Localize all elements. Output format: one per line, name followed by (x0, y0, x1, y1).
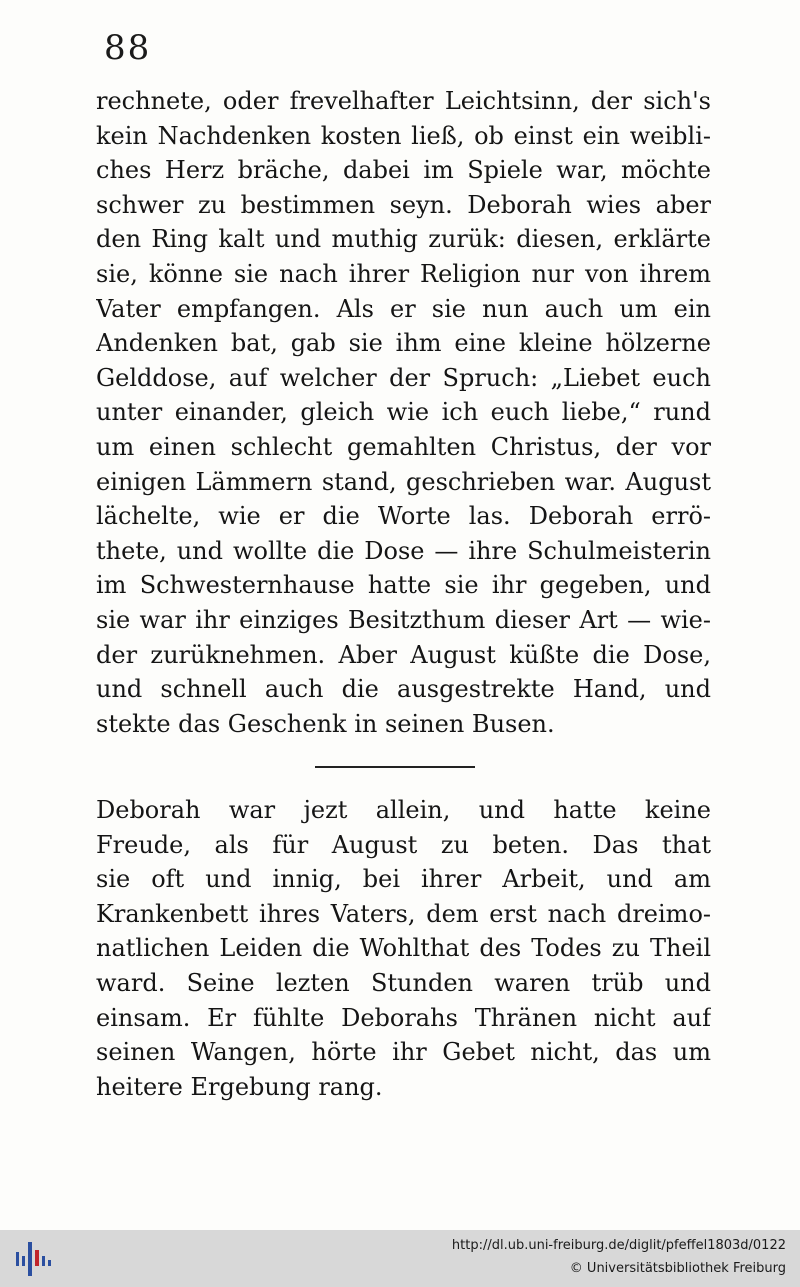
text-line: Gelddose, auf welcher der Spruch: „Liebet euch (96, 363, 711, 392)
paragraph-2 (96, 793, 711, 1104)
copyright-notice: © Universitätsbibliothek Freiburg (569, 1261, 786, 1276)
text-line: einsam. Er fühlte Deborahs Thränen nicht auf (96, 1003, 711, 1032)
text-line: Krankenbett ihres Vaters, dem erst nach dreimo- (96, 899, 711, 928)
paragraph-1 (96, 84, 711, 741)
text-line: Vater empfangen. Als er sie nun auch um ein (96, 294, 711, 323)
source-url-link[interactable]: http://dl.ub.uni-freiburg.de/diglit/pfeffel1803d/0122 (451, 1238, 786, 1253)
text-line: ward. Seine lezten Stunden waren trüb und (96, 968, 711, 997)
text-line: Deborah war jezt allein, und hatte keine (96, 796, 711, 824)
text-line: um einen schlecht gemahlten Christus, der vor (96, 432, 711, 461)
text-line: sie, könne sie nach ihrer Religion nur von ihrem (96, 259, 711, 288)
text-line: rechnete, oder frevelhafter Leichtsinn, der sich's (96, 87, 711, 115)
text-line: sie war ihr einziges Besitzthum dieser Art — wie- (96, 605, 711, 634)
text-line: im Schwesternhause hatte sie ihr gegeben, und (96, 571, 711, 600)
text-line: seinen Wangen, hörte ihr Gebet nicht, das um (96, 1038, 711, 1067)
text-line: Andenken bat, gab sie ihm eine kleine hölzerne (96, 329, 711, 358)
text-line: sie oft und innig, bei ihrer Arbeit, und am (96, 865, 711, 894)
text-line: den Ring kalt und muthig zurük: diesen, erklärte (96, 225, 711, 254)
text-line: ches Herz bräche, dabei im Spiele war, möchte (96, 156, 711, 185)
footer-bar (0, 1230, 800, 1287)
text-line: und schnell auch die ausgestrekte Hand, und (96, 675, 711, 704)
section-divider (315, 766, 475, 768)
ub-freiburg-logo-icon (14, 1238, 54, 1280)
text-line: Freude, als für August zu beten. Das that (96, 830, 711, 859)
text-line: stekte das Geschenk in seinen Busen. (96, 709, 555, 738)
text-line: unter einander, gleich wie ich euch liebe,“ rund (96, 398, 711, 427)
page-number: 88 (104, 28, 152, 68)
text-line: thete, und wollte die Dose — ihre Schulmeisterin (96, 536, 711, 565)
text-line: natlichen Leiden die Wohlthat des Todes zu Theil (96, 934, 711, 963)
text-line: kein Nachdenken kosten ließ, ob einst ein weibli- (96, 121, 711, 150)
text-line: heitere Ergebung rang. (96, 1072, 383, 1101)
text-line: der zurüknehmen. Aber August küßte die Dose, (96, 640, 711, 669)
text-line: lächelte, wie er die Worte las. Deborah errö- (96, 502, 711, 531)
text-line: einigen Lämmern stand, geschrieben war. August (96, 467, 711, 496)
text-line: schwer zu bestimmen seyn. Deborah wies aber (96, 190, 711, 219)
